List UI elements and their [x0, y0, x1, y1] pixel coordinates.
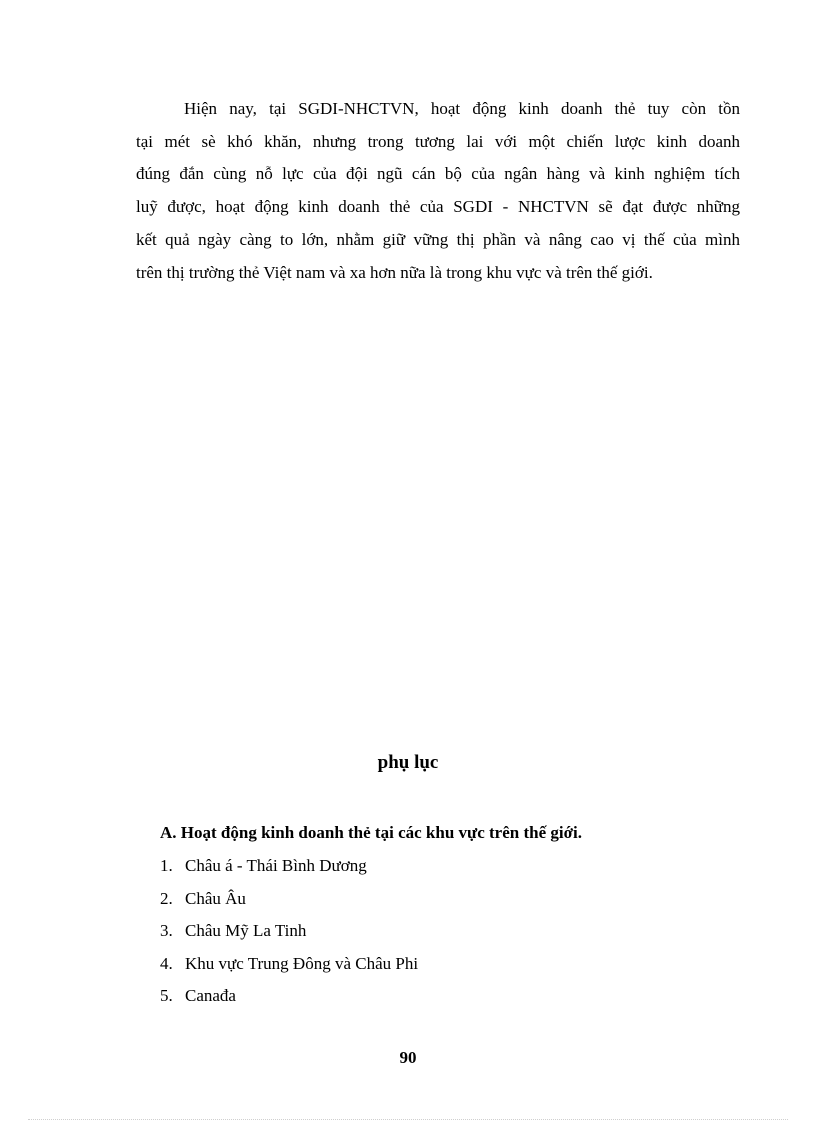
paragraph-line: trên thị trường thẻ Việt nam và xa hơn nữa là trong khu vực và trên thế giới.	[136, 262, 653, 282]
list-item	[160, 886, 418, 919]
paragraph-line: kết quả ngày càng to lớn, nhằm giữ vững thị phần và nâng cao vị thế của mình	[136, 229, 740, 249]
section-heading: A. Hoạt động kinh doanh thẻ tại các khu vực trên thế giới.	[160, 823, 582, 842]
appendix-list	[160, 853, 418, 1016]
list-item-number: 2.	[160, 888, 173, 908]
list-item-text: Canađa	[185, 986, 236, 1005]
paragraph-line: đúng đắn cùng nỗ lực của đội ngũ cán bộ của ngân hàng và kinh nghiệm tích	[136, 164, 740, 184]
list-item-text: Châu Âu	[185, 888, 246, 908]
list-item-number: 5.	[160, 986, 173, 1005]
list-item	[160, 983, 418, 1016]
page-number: 90	[399, 1048, 417, 1067]
list-item	[160, 853, 418, 886]
paragraph-line: luỹ được, hoạt động kinh doanh thẻ của SGDI - NHCTVN sẽ đạt được những	[136, 197, 740, 217]
paragraph-line: tại mét sè khó khăn, nhưng trong tương lai với một chiến lược kinh doanh	[136, 131, 740, 151]
list-item-text: Châu á - Thái Bình Dương	[185, 856, 367, 875]
appendix-title: phụ lục	[377, 752, 439, 773]
list-item-number: 1.	[160, 856, 173, 875]
page-bottom-edge	[28, 1119, 788, 1120]
list-item	[160, 918, 418, 951]
list-item-number: 3.	[160, 921, 173, 940]
list-item	[160, 951, 418, 984]
list-item-number: 4.	[160, 953, 173, 973]
list-item-text: Châu Mỹ La Tinh	[185, 921, 307, 940]
list-item-text: Khu vực Trung Đông và Châu Phi	[185, 953, 419, 973]
paragraph-line: Hiện nay, tại SGDI-NHCTVN, hoạt động kinh doanh thẻ tuy còn tồn	[184, 99, 740, 118]
body-paragraph	[136, 93, 740, 289]
